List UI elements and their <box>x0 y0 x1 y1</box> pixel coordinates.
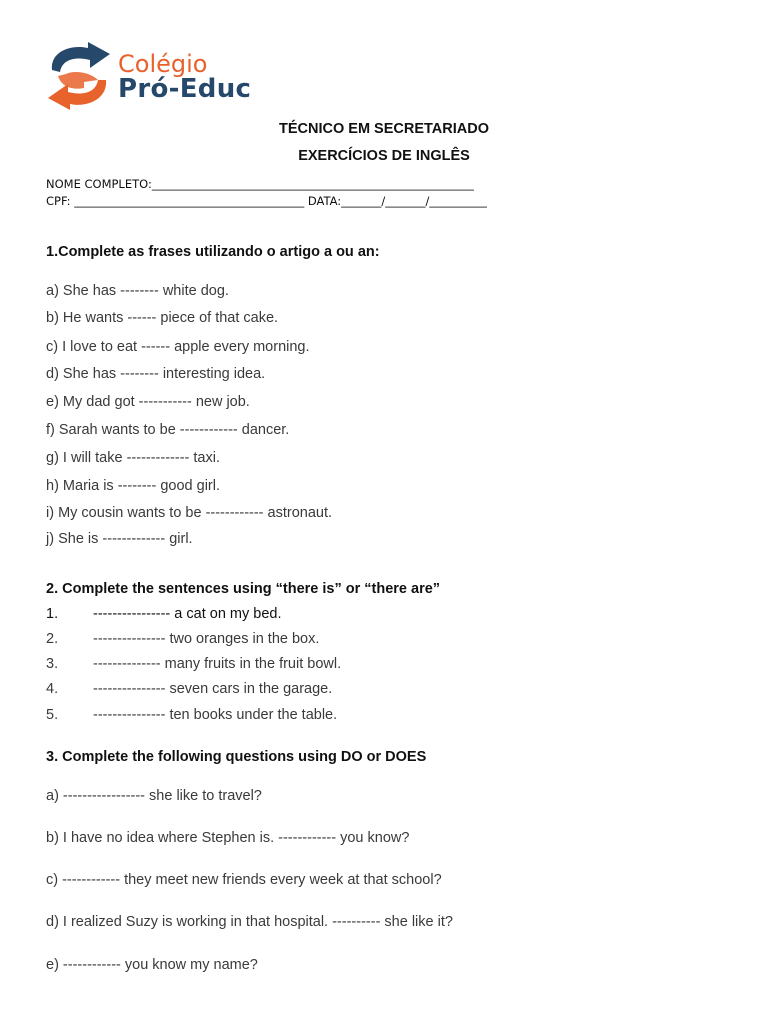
exercise-item: --------------- ten books under the table. <box>93 707 338 723</box>
exercise-item: ---------------- a cat on my bed. <box>93 606 282 622</box>
exercise-item: a) She has -------- white dog. <box>46 283 229 299</box>
item-number: 3. <box>46 656 59 672</box>
exercise-item: c) I love to eat ------ apple every morning. <box>46 339 310 355</box>
arrows-logo-icon <box>44 40 114 112</box>
exercise-item: d) She has -------- interesting idea. <box>46 366 266 382</box>
exercise-item: i) My cousin wants to be ------------ astronaut. <box>46 505 333 521</box>
logo-line2: Pró-Educ <box>118 74 252 104</box>
exercise-item: e) My dad got ----------- new job. <box>46 394 250 410</box>
exercise-item: b) He wants ------ piece of that cake. <box>46 310 279 326</box>
exercise-item: --------------- seven cars in the garage. <box>93 681 333 697</box>
item-number: 1. <box>46 606 59 622</box>
exercise-item: --------------- two oranges in the box. <box>93 631 320 647</box>
section1-heading: 1.Complete as frases utilizando o artigo a ou an: <box>46 244 380 260</box>
exercise-item: d) I realized Suzy is working in that hospital. ---------- she like it? <box>46 914 453 930</box>
name-field: NOME COMPLETO:________________________________________________________ <box>46 177 474 191</box>
document-title: TÉCNICO EM SECRETARIADO <box>279 121 489 137</box>
item-number: 5. <box>46 707 59 723</box>
exercise-item: b) I have no idea where Stephen is. ------------ you know? <box>46 830 410 846</box>
exercise-item: c) ------------ they meet new friends every week at that school? <box>46 872 442 888</box>
item-number: 2. <box>46 631 59 647</box>
item-number: 4. <box>46 681 59 697</box>
exercise-item: e) ------------ you know my name? <box>46 957 258 973</box>
school-logo <box>44 40 264 116</box>
section3-heading: 3. Complete the following questions using DO or DOES <box>46 749 427 765</box>
exercise-item: g) I will take ------------- taxi. <box>46 450 220 466</box>
section2-heading: 2. Complete the sentences using “there is” or “there are” <box>46 581 441 597</box>
exercise-item: f) Sarah wants to be ------------ dancer. <box>46 422 290 438</box>
logo-line1: Colégio <box>118 50 208 78</box>
exercise-item: h) Maria is -------- good girl. <box>46 478 221 494</box>
exercise-item: j) She is ------------- girl. <box>46 531 193 547</box>
document-subtitle: EXERCÍCIOS DE INGLÊS <box>298 148 470 164</box>
exercise-item: a) ----------------- she like to travel? <box>46 788 262 804</box>
cpf-date-field: CPF: ________________________________________ DATA:_______/_______/__________ <box>46 194 487 208</box>
exercise-item: -------------- many fruits in the fruit bowl. <box>93 656 342 672</box>
